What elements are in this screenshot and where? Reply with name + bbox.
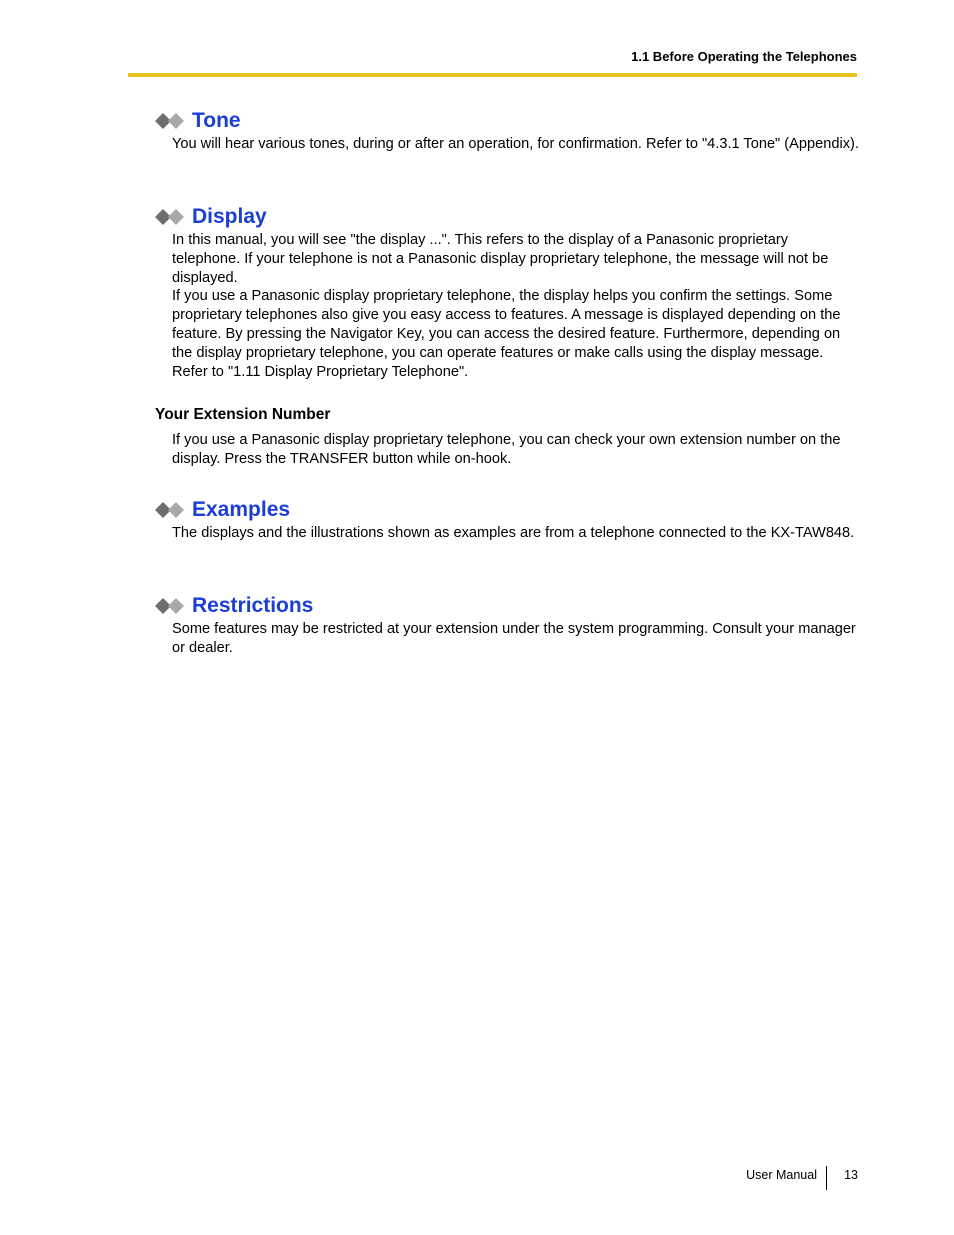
paragraph: The displays and the illustrations shown as examples are from a telephone connected to the KX-TAW848.: [172, 525, 855, 541]
footer-label: User Manual: [746, 1168, 817, 1182]
footer-divider: [826, 1166, 827, 1190]
section-body: [172, 431, 860, 469]
subsection-extension-number: [155, 431, 855, 469]
section-title: Restrictions: [192, 594, 314, 617]
section-display: [155, 203, 855, 381]
section-heading: [155, 592, 855, 620]
paragraph: In this manual, you will see "the display ...". This refers to the display of a Panasonic proprietary telephone. If your telephone is not a Panasonic display proprietary telephone, the message will not be displayed.: [172, 232, 829, 286]
double-diamond-icon: [155, 598, 185, 614]
section-heading: [155, 107, 855, 135]
paragraph: If you use a Panasonic display proprietary telephone, you can check your own extension number on the display. Press the TRANSFER button while on-hook.: [172, 432, 841, 467]
section-body: [172, 135, 860, 154]
header-rule: [128, 73, 857, 77]
section-heading: [155, 203, 855, 231]
page-footer: [700, 1166, 858, 1190]
section-body: [172, 231, 860, 381]
paragraph: If you use a Panasonic display proprietary telephone, the display helps you confirm the settings. Some proprietary telephones also give you easy access to features. A message is displayed depending on the feature. By pressing the Navigator Key, you can access the desired feature. Furthermore, depending on the display proprietary telephone, you can operate features or make calls using the display message. Refer to "1.11 Display Proprietary Telephone".: [172, 288, 841, 380]
section-restrictions: [155, 592, 855, 658]
section-tone: [155, 107, 859, 154]
section-title: Display: [192, 205, 267, 228]
double-diamond-icon: [155, 113, 185, 129]
paragraph: Some features may be restricted at your extension under the system programming. Consult your manager or dealer.: [172, 621, 856, 656]
page-number: 13: [844, 1168, 858, 1182]
section-heading: [155, 496, 855, 524]
section-body: [172, 524, 860, 543]
running-header: 1.1 Before Operating the Telephones: [631, 49, 857, 64]
paragraph: You will hear various tones, during or after an operation, for confirmation. Refer to "4.3.1 Tone" (Appendix).: [172, 136, 859, 152]
double-diamond-icon: [155, 502, 185, 518]
section-examples: [155, 496, 855, 543]
section-body: [172, 620, 860, 658]
subsection-title: Your Extension Number: [155, 406, 331, 423]
double-diamond-icon: [155, 209, 185, 225]
section-title: Tone: [192, 109, 241, 132]
section-title: Examples: [192, 498, 291, 521]
